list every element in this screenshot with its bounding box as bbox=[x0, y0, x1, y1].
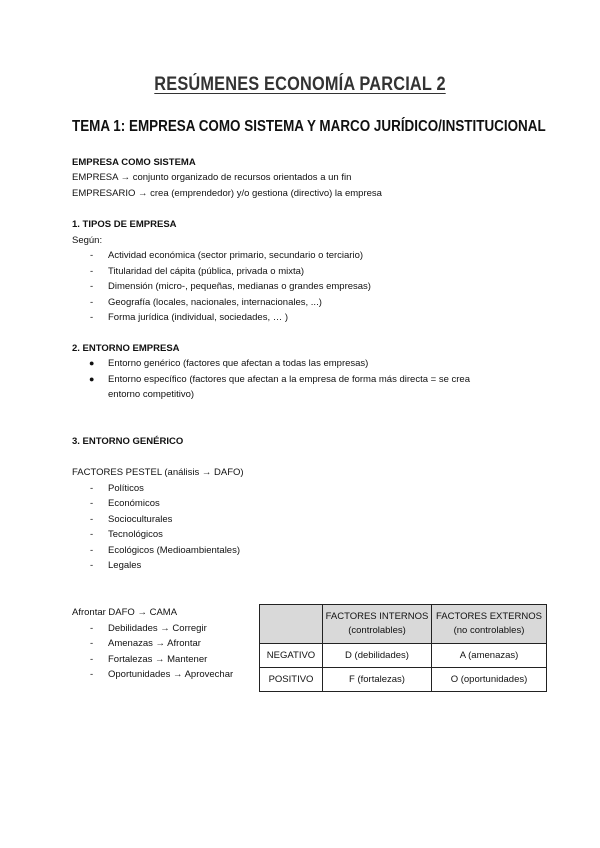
dash-marker: - bbox=[90, 654, 94, 665]
header-external-title: FACTORES EXTERNOS bbox=[436, 611, 542, 622]
dash-marker: - bbox=[90, 250, 94, 261]
bullet-marker: ● bbox=[89, 374, 95, 384]
dash-marker: - bbox=[90, 498, 94, 509]
list-item: Amenazas → Afrontar bbox=[108, 638, 201, 649]
dafo-intro: Afrontar DAFO → CAMA bbox=[72, 607, 178, 618]
dash-marker: - bbox=[90, 560, 94, 571]
list-item: Tecnológicos bbox=[108, 529, 163, 540]
dafo-table bbox=[259, 604, 547, 692]
dash-marker: - bbox=[90, 266, 94, 277]
header-internal-subtitle: (controlables) bbox=[348, 625, 406, 636]
list-item: Actividad económica (sector primario, secundario o terciario) bbox=[108, 250, 364, 261]
dash-marker: - bbox=[90, 638, 94, 649]
table-row bbox=[260, 668, 547, 692]
dash-marker: - bbox=[90, 669, 94, 680]
list-item: Forma jurídica (individual, sociedades, … ) bbox=[108, 312, 289, 323]
list-item: Ecológicos (Medioambientales) bbox=[108, 545, 241, 556]
list-item: Económicos bbox=[108, 498, 160, 509]
list-item-continuation: entorno competitivo) bbox=[108, 389, 195, 400]
dash-marker: - bbox=[90, 312, 94, 323]
list-item: Titularidad del cápita (pública, privada o mixta) bbox=[108, 266, 305, 277]
list-item: Entorno genérico (factores que afectan a todas las empresas) bbox=[108, 358, 369, 369]
header-external-factors bbox=[432, 605, 547, 644]
cell-debilidades: D (debilidades) bbox=[323, 644, 432, 668]
table-corner-cell bbox=[260, 605, 323, 644]
definition-empresa: EMPRESA → conjunto organizado de recursos orientados a un fin bbox=[72, 172, 352, 183]
list-item: Entorno específico (factores que afectan a la empresa de forma más directa = se crea bbox=[108, 374, 470, 385]
list-item: Dimensión (micro-, pequeñas, medianas o grandes empresas) bbox=[108, 281, 371, 292]
dash-marker: - bbox=[90, 281, 94, 292]
pestel-intro: FACTORES PESTEL (análisis → DAFO) bbox=[72, 467, 244, 478]
list-item: Fortalezas → Mantener bbox=[108, 654, 208, 665]
topic-heading: TEMA 1: EMPRESA COMO SISTEMA Y MARCO JURÍDICO/INSTITUCIONAL bbox=[72, 118, 546, 135]
bullet-marker: ● bbox=[89, 358, 95, 368]
list-item: Políticos bbox=[108, 483, 144, 494]
tipos-intro: Según: bbox=[72, 235, 103, 246]
cell-fortalezas: F (fortalezas) bbox=[323, 668, 432, 692]
list-item: Debilidades → Corregir bbox=[108, 623, 207, 634]
dash-marker: - bbox=[90, 529, 94, 540]
definition-empresario: EMPRESARIO → crea (emprendedor) y/o gestiona (directivo) la empresa bbox=[72, 188, 382, 199]
section-heading-entorno: 2. ENTORNO EMPRESA bbox=[72, 343, 180, 354]
table-row bbox=[260, 644, 547, 668]
header-external-subtitle: (no controlables) bbox=[453, 625, 525, 636]
section-heading-empresa-sistema: EMPRESA COMO SISTEMA bbox=[72, 157, 196, 168]
dash-marker: - bbox=[90, 297, 94, 308]
section-heading-tipos: 1. TIPOS DE EMPRESA bbox=[72, 219, 177, 230]
cell-oportunidades: O (oportunidades) bbox=[432, 668, 547, 692]
document-title: RESÚMENES ECONOMÍA PARCIAL 2 bbox=[154, 74, 446, 95]
header-internal-factors bbox=[323, 605, 432, 644]
row-label-negativo: NEGATIVO bbox=[260, 644, 323, 668]
row-label-positivo: POSITIVO bbox=[260, 668, 323, 692]
list-item: Socioculturales bbox=[108, 514, 173, 525]
cell-amenazas: A (amenazas) bbox=[432, 644, 547, 668]
list-item: Geografía (locales, nacionales, internacionales, ...) bbox=[108, 297, 322, 308]
dash-marker: - bbox=[90, 623, 94, 634]
table-header-row bbox=[260, 605, 547, 644]
list-item: Legales bbox=[108, 560, 142, 571]
dash-marker: - bbox=[90, 483, 94, 494]
dash-marker: - bbox=[90, 514, 94, 525]
header-internal-title: FACTORES INTERNOS bbox=[325, 611, 429, 622]
list-item: Oportunidades → Aprovechar bbox=[108, 669, 234, 680]
section-heading-generico: 3. ENTORNO GENÉRICO bbox=[72, 436, 184, 447]
dash-marker: - bbox=[90, 545, 94, 556]
